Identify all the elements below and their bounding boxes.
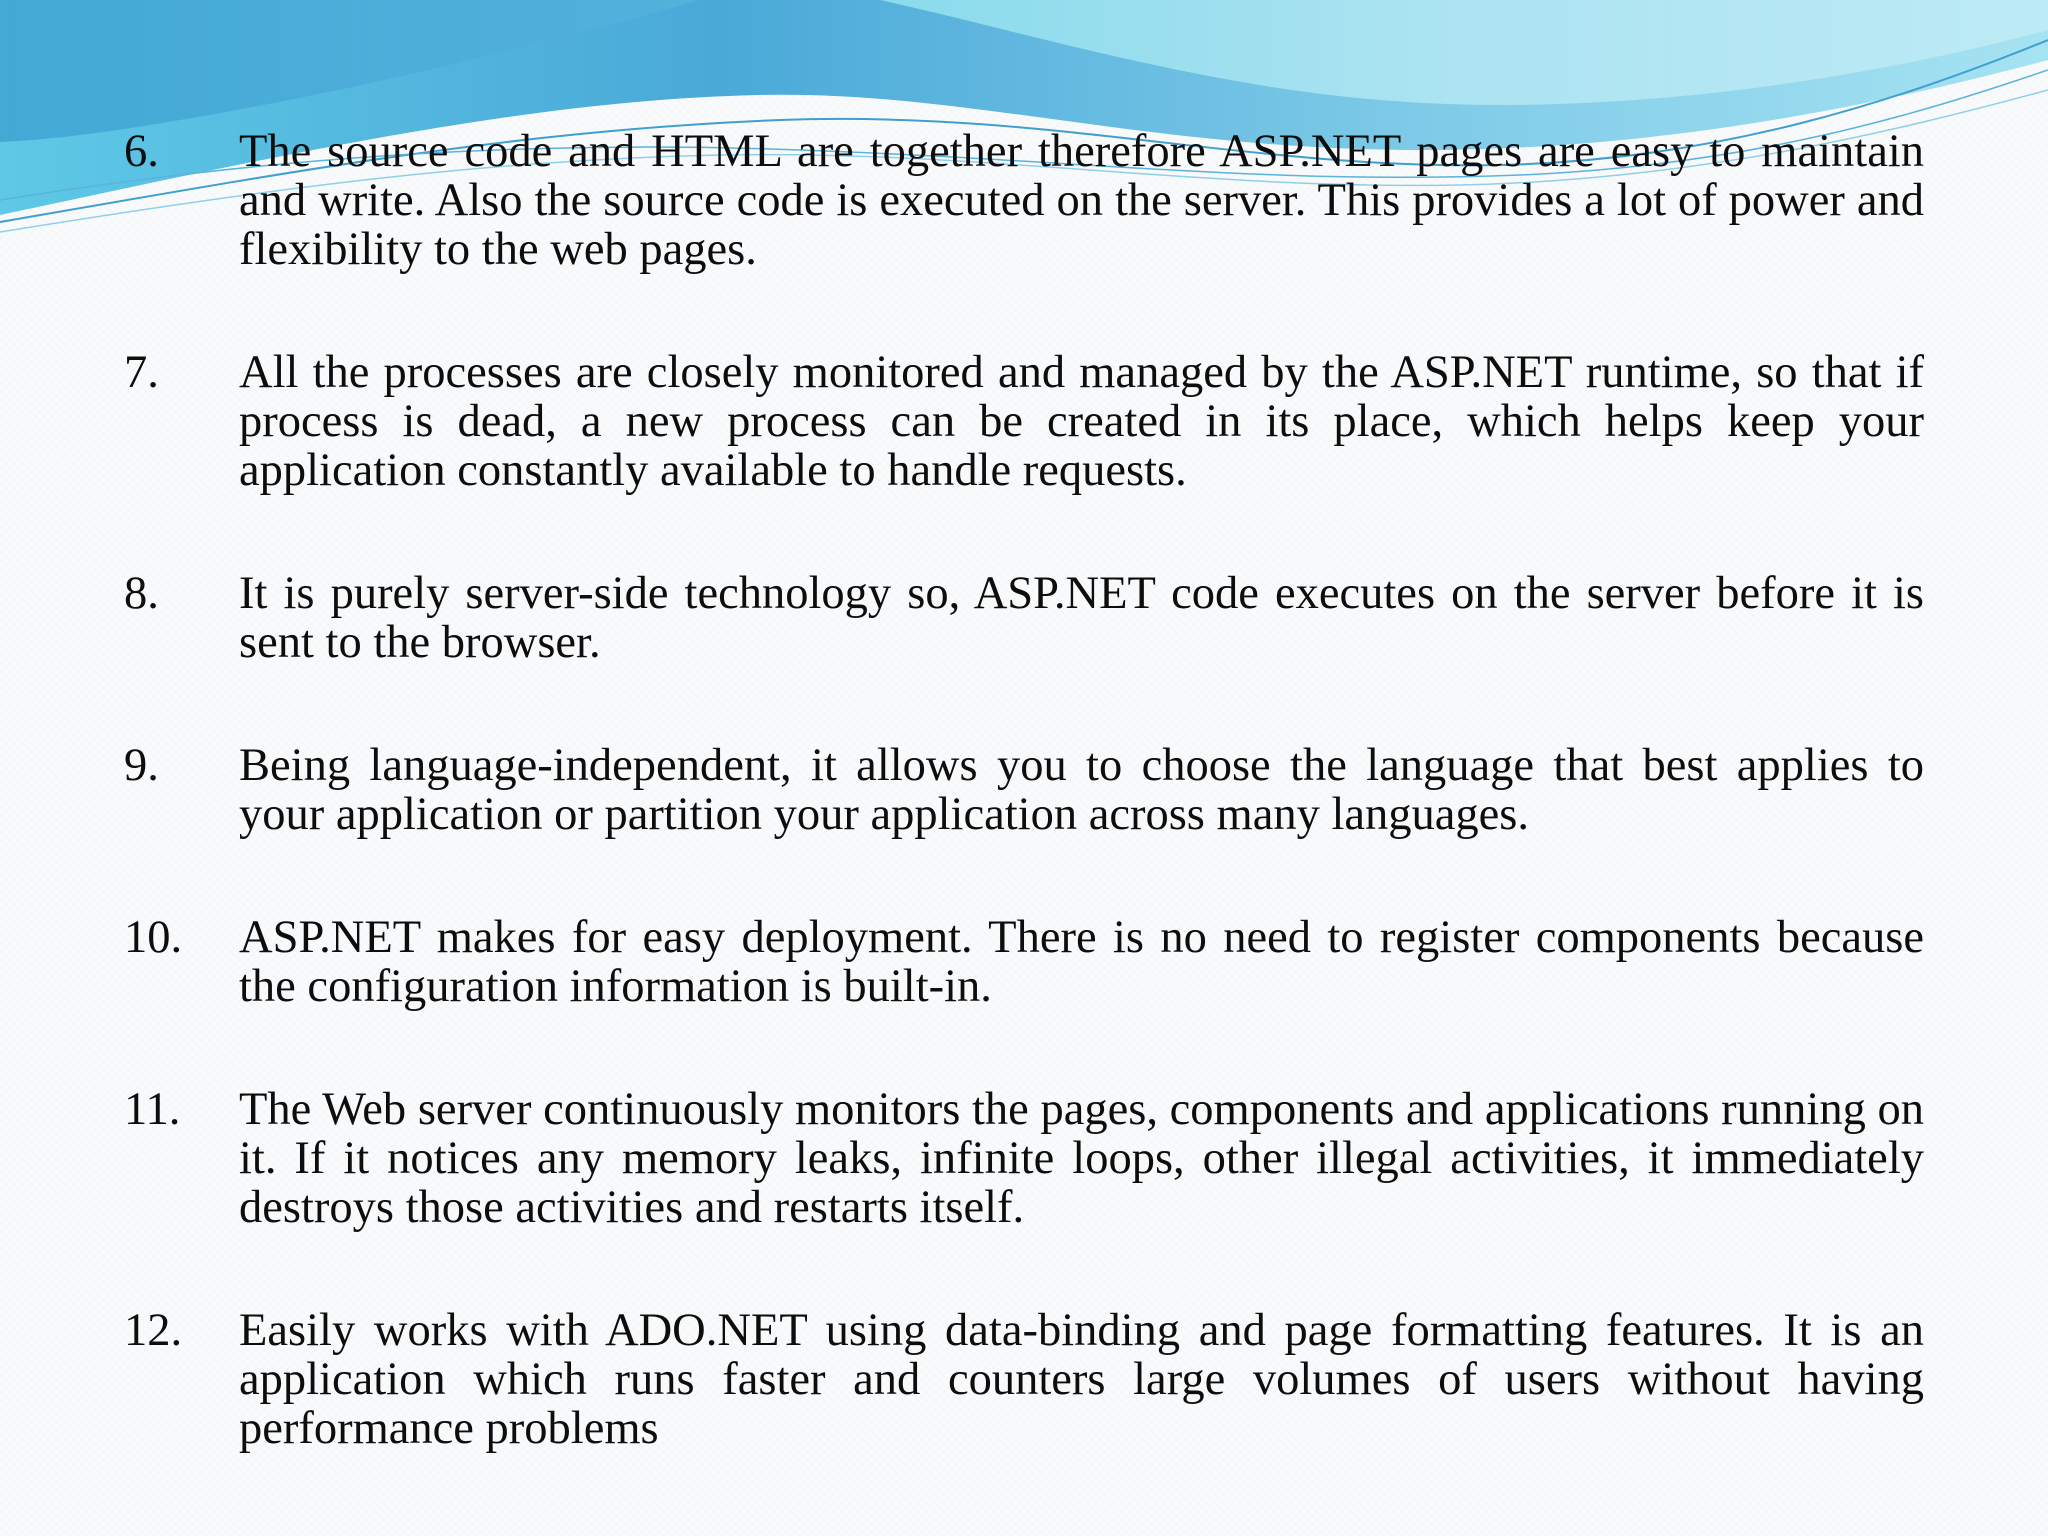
list-item-number: 6. (124, 126, 159, 177)
list-item-number: 10. (124, 912, 183, 963)
list-item (124, 1085, 1924, 1232)
list-item-text: ASP.NET makes for easy deployment. There is no need to register components because the configuration information is built-in. (239, 912, 1924, 1012)
list-item-text: Easily works with ADO.NET using data-binding and page formatting features. It is an application which runs faster and counters large volumes of users without having performance problems (239, 1305, 1924, 1454)
list-item-text: All the processes are closely monitored and managed by the ASP.NET runtime, so that if process is dead, a new process can be created in its place, which helps keep your application constantly available to handle requests. (239, 347, 1924, 496)
list-item (124, 569, 1924, 667)
list-item (124, 127, 1924, 274)
list-item-number: 12. (124, 1305, 183, 1356)
list-item-text: The Web server continuously monitors the pages, components and applications running on it. If it notices any memory leaks, infinite loops, other illegal activities, it immediately destroys those activities and restarts itself. (239, 1084, 1924, 1233)
list-item-text: Being language-independent, it allows you to choose the language that best applies to your application or partition your application across many languages. (239, 740, 1924, 840)
list-item (124, 913, 1924, 1011)
list-item (124, 1306, 1924, 1453)
list-item-text: The source code and HTML are together therefore ASP.NET pages are easy to maintain and write. Also the source code is executed on the server. This provides a lot of power and flexibility to the web pages. (239, 126, 1924, 275)
list-item-number: 9. (124, 740, 159, 791)
list-item-text: It is purely server-side technology so, ASP.NET code executes on the server before it is sent to the browser. (239, 568, 1924, 668)
list-item-number: 8. (124, 568, 159, 619)
list-item-number: 7. (124, 347, 159, 398)
list-item-number: 11. (124, 1084, 181, 1135)
list-item (124, 348, 1924, 495)
list-item (124, 741, 1924, 839)
